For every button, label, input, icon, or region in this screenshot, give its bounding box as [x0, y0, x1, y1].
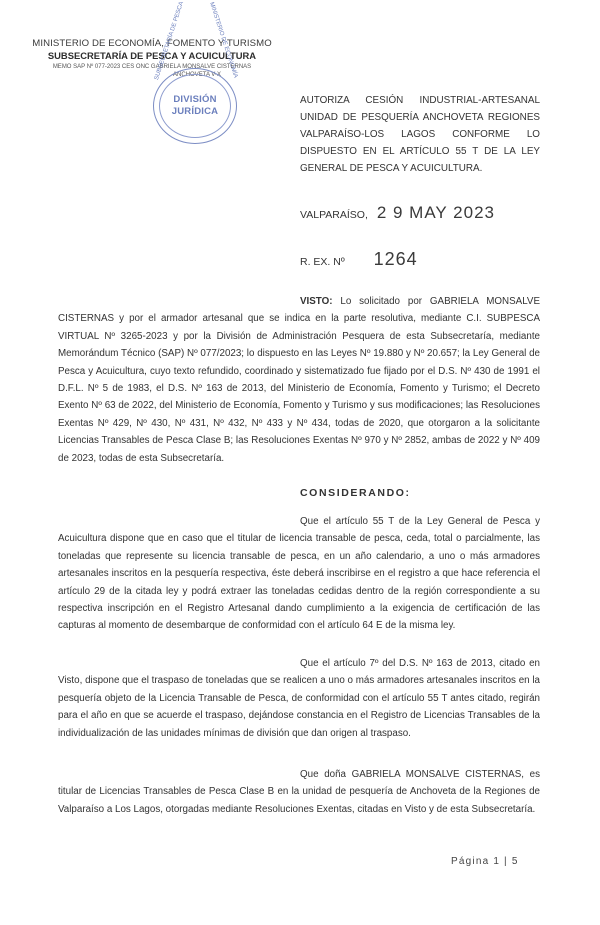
considerando-paragraph-2: Que el artículo 7º del D.S. Nº 163 de 2013, citado en Visto, dispone que el traspaso de toneladas que se realicen a uno o más armadores artesanales inscritos en la pesquería objeto de la Licencia Transable de Pesca, de conformidad con el artículo 55 T antes citado, regirán para el año en que se acuerde el traspaso, dejándose constancia en el Registro de Licencias Transables de la individualización de las unidades mínimas de división que dan origen al traspaso. — [58, 658, 540, 739]
stamp-line-1: DIVISIÓN — [173, 94, 217, 105]
resolution-title: AUTORIZA CESIÓN INDUSTRIAL-ARTESANAL UNIDAD DE PESQUERÍA ANCHOVETA REGIONES VALPARAÍSO-LOS LAGOS CONFORME LO DISPUESTO EN EL ARTÍCULO 55 T DE LA LEY GENERAL DE PESCA Y ACUICULTURA. — [300, 95, 540, 174]
date-value: 2 9 MAY 2023 — [376, 203, 495, 222]
resolution-label: R. EX. Nº — [300, 256, 345, 268]
page-number: Página 1 | 5 — [451, 856, 519, 867]
visto-paragraph — [58, 293, 540, 467]
stamp-arc-right: MINISTERIO DE ECONOMÍA — [207, 1, 238, 79]
date-line — [300, 203, 495, 223]
memo-reference: MEMO SAP Nº 077-2023 CES ONC GABRIELA MONSALVE CISTERNAS — [52, 64, 252, 70]
letterhead — [22, 38, 282, 79]
subsecretaria-name: SUBSECRETARÍA DE PESCA Y ACUICULTURA — [47, 50, 257, 61]
memo-reference-2: ANCHOVETA V-X — [173, 72, 221, 78]
date-place: VALPARAÍSO, — [300, 209, 368, 221]
considerando-paragraph-1: Que el artículo 55 T de la Ley General de Pesca y Acuicultura dispone que en caso que el titular de licencia transable de pesca, ceda, total o parcialmente, las toneladas que represente su licencia transable de pesca, en un año calendario, a uno o más armadores artesanales inscritos en la pesquería respectiva, éste deberá inscribirse en el registro a que hace referencia el artículo 29 de la citada ley y podrá extraer las toneladas cedidas dentro de la región correspondiente a su respectiva inscripción en el Registro Artesanal dando cumplimiento a la exigencia de certificación de las capturas al momento de desembarque de conformidad con el artículo 64 E de la misma ley. — [58, 516, 540, 632]
visto-label: VISTO: — [300, 296, 333, 307]
visto-text: Lo solicitado por GABRIELA MONSALVE CISTERNAS y por el armador artesanal que se indica en la parte resolutiva, mediante C.I. SUBPESCA VIRTUAL Nº 3265-2023 y por la División de Administración Pesquera de esta Subsecretaría, mediante Memorándum Técnico (SAP) Nº 077/2023; lo dispuesto en las Leyes Nº 19.880 y Nº 20.657; la Ley General de Pesca y Acuicultura, cuyo texto refundido, coordinado y sistematizado fue fijado por el D.S. Nº 430 de 1991 el D.F.L. Nº 5 de 1983, el D.S. Nº 163 de 2013, del Ministerio de Economía, Fomento y Turismo; el Decreto Exento Nº 63 de 2022, del Ministerio de Economía, Fomento y Turismo y sus modificaciones; las Resoluciones Exentas Nº 429, Nº 430, Nº 431, Nº 432, Nº 433 y Nº 434, todas de 2020, que otorgaron a la solicitante Licencias Transables de Pesca Clase B; las Resoluciones Exentas Nº 970 y Nº 2852, ambas de 2022 y Nº 409 de 2023, todas de esta Subsecretaría. — [58, 296, 540, 464]
division-juridica-stamp — [153, 1, 238, 144]
ministry-name: MINISTERIO DE ECONOMÍA, FOMENTO Y TURISMO — [32, 38, 272, 49]
stamp-line-2: JURÍDICA — [171, 106, 219, 117]
stamp-arc-left: SUBSECRETARÍA DE PESCA — [154, 1, 186, 81]
resolution-number: 1264 — [373, 249, 418, 269]
resolution-number-line — [300, 249, 418, 270]
considerando-paragraph-3: Que doña GABRIELA MONSALVE CISTERNAS, es titular de Licencias Transables de Pesca Clase B en la unidad de pesquería de Anchoveta de la Regiones de Valparaíso a Los Lagos, otorgadas mediante Resoluciones Exentas, citadas en Visto y de esta Subsecretaría. — [58, 769, 540, 815]
considerando-heading: CONSIDERANDO: — [300, 487, 411, 499]
